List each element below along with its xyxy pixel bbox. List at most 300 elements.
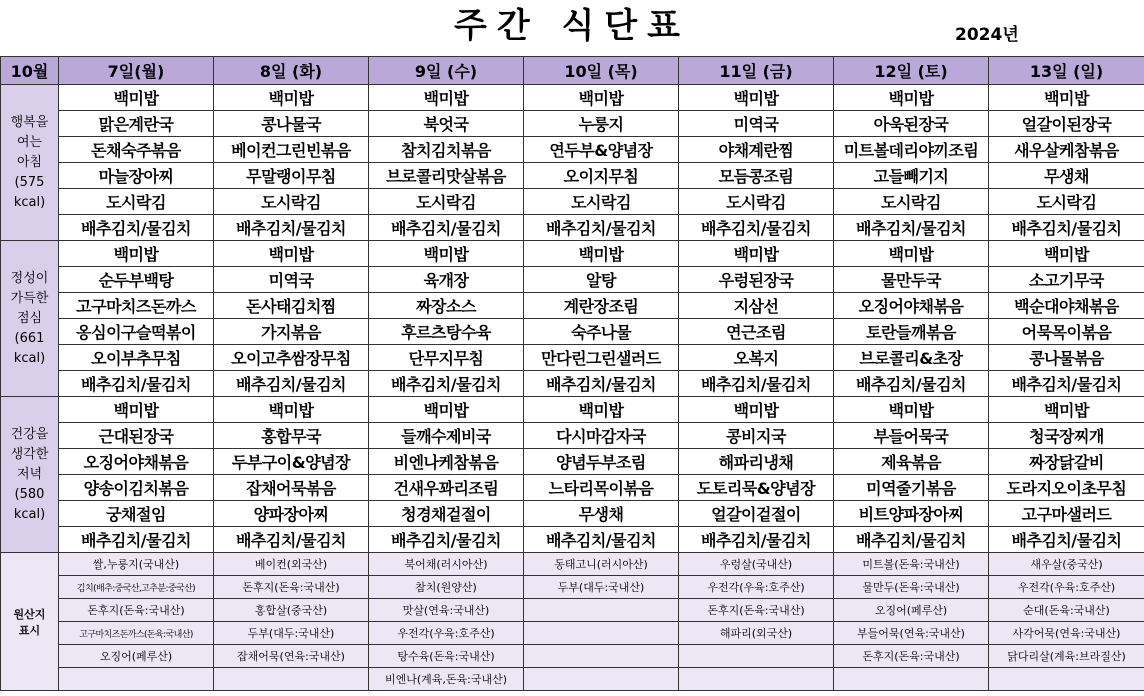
- meal-label-line: (661: [14, 330, 45, 346]
- origin-label: [1, 553, 59, 691]
- dish-cell: [679, 215, 834, 241]
- lunch-label: [1, 241, 59, 397]
- dish-cell: [989, 215, 1144, 241]
- lunch-row: [1, 241, 1144, 267]
- origin-cell: 잡채어묵(연육:국내산): [214, 645, 369, 668]
- origin-row: [1, 622, 1144, 645]
- dish-cell: [679, 527, 834, 553]
- dish-name: 도시락김: [726, 193, 786, 212]
- dish-cell: [989, 241, 1144, 267]
- dish-name: 백미밥: [423, 245, 469, 264]
- dish-name: 비엔나케참볶음: [393, 453, 499, 472]
- origin-label-line: 원산지: [13, 607, 46, 621]
- dish-cell: [369, 293, 524, 319]
- dish-cell: [679, 111, 834, 137]
- dish-cell: [524, 527, 679, 553]
- dish-name: 백미밥: [268, 89, 314, 108]
- dish-name: 백순대야채볶음: [1014, 297, 1119, 316]
- dish-name: 비트양파장아찌: [858, 505, 964, 524]
- dish-cell: [59, 527, 214, 553]
- dish-cell: [679, 475, 834, 501]
- dish-name: 양념두부조림: [556, 453, 646, 472]
- meal-label-line: 가득한: [10, 290, 49, 306]
- dish-name: 배추김치/물김치: [855, 219, 967, 238]
- dish-cell: [214, 371, 369, 397]
- dish-name: 오이고추쌈장무침: [231, 349, 351, 368]
- dish-cell: [369, 501, 524, 527]
- dish-name: 참치김치볶음: [401, 141, 491, 160]
- dish-name: 후르츠탕수육: [401, 323, 491, 342]
- dish-cell: [369, 423, 524, 449]
- dish-name: 건새우꽈리조림: [393, 479, 499, 498]
- dish-cell: [59, 475, 214, 501]
- breakfast-row: [1, 189, 1144, 215]
- dish-cell: [989, 189, 1144, 215]
- dish-name: 브로콜리&초장: [859, 349, 963, 368]
- dish-cell: [679, 85, 834, 111]
- dish-cell: [989, 85, 1144, 111]
- dish-cell: [214, 423, 369, 449]
- dish-name: 해파리냉채: [718, 453, 794, 472]
- dish-cell: [369, 215, 524, 241]
- dish-cell: [369, 319, 524, 345]
- dish-name: 숙주나물: [571, 323, 631, 342]
- dish-cell: [834, 371, 989, 397]
- origin-cell: 물만두(돈육:국내산): [834, 576, 989, 599]
- dish-name: 배추김치/물김치: [545, 375, 657, 394]
- dish-cell: [524, 397, 679, 423]
- dish-name: 백미밥: [113, 401, 159, 420]
- origin-cell: [679, 668, 834, 691]
- dish-cell: [59, 345, 214, 371]
- dish-name: 배추김치/물김치: [80, 219, 192, 238]
- dish-cell: [834, 527, 989, 553]
- dish-cell: [524, 319, 679, 345]
- meal-label-line: kcal): [13, 194, 46, 210]
- origin-cell: [524, 668, 679, 691]
- dish-cell: [834, 215, 989, 241]
- dish-cell: [834, 345, 989, 371]
- dish-name: 백미밥: [1044, 89, 1089, 108]
- title-bar: [0, 0, 1144, 56]
- dish-cell: [59, 501, 214, 527]
- dish-cell: [834, 293, 989, 319]
- origin-row: [1, 576, 1144, 599]
- dish-name: 백미밥: [268, 401, 314, 420]
- dish-cell: [214, 137, 369, 163]
- dish-name: 도토리묵&양념장: [696, 479, 816, 498]
- dish-cell: [214, 85, 369, 111]
- dish-name: 두부구이&양념장: [231, 453, 351, 472]
- lunch-row: [1, 345, 1144, 371]
- dish-name: 백미밥: [113, 89, 159, 108]
- dish-name: 무생채: [578, 505, 624, 524]
- dish-cell: [214, 345, 369, 371]
- origin-cell: [989, 668, 1144, 691]
- dish-name: 어묵목이볶음: [1021, 323, 1112, 342]
- dish-cell: [59, 423, 214, 449]
- dish-cell: [214, 215, 369, 241]
- origin-cell: 돈후지(돈육:국내산): [679, 599, 834, 622]
- dish-name: 오이부추무침: [91, 349, 181, 368]
- origin-cell: 우전각(우육:호주산): [989, 576, 1144, 599]
- dish-name: 배추김치/물김치: [390, 375, 502, 394]
- dish-name: 백미밥: [423, 89, 469, 108]
- dish-cell: [369, 397, 524, 423]
- dish-name: 계란장조림: [563, 297, 639, 316]
- dish-cell: [214, 163, 369, 189]
- lunch-row: [1, 371, 1144, 397]
- year-label: 2024년: [955, 25, 1019, 45]
- dish-cell: [834, 189, 989, 215]
- breakfast-row: [1, 163, 1144, 189]
- dish-cell: [679, 293, 834, 319]
- dish-name: 백미밥: [733, 245, 779, 264]
- dish-name: 우렁된장국: [718, 271, 794, 290]
- origin-cell: [59, 668, 214, 691]
- dish-name: 도라지오이초무침: [1006, 479, 1127, 498]
- dish-cell: [679, 163, 834, 189]
- dish-cell: [214, 293, 369, 319]
- dish-name: 오징어야채볶음: [858, 297, 964, 316]
- dish-name: 배추김치/물김치: [545, 219, 657, 238]
- dish-cell: [59, 163, 214, 189]
- dish-name: 북엇국: [423, 115, 469, 134]
- dish-cell: [369, 111, 524, 137]
- origin-cell: 돈후지(돈육:국내산): [59, 599, 214, 622]
- dish-name: 알탕: [586, 271, 616, 290]
- dish-cell: [679, 137, 834, 163]
- dish-name: 돈사태김치찜: [246, 297, 336, 316]
- dish-cell: [679, 319, 834, 345]
- dish-cell: [214, 267, 369, 293]
- dish-cell: [989, 345, 1144, 371]
- dish-cell: [214, 111, 369, 137]
- breakfast-row: [1, 111, 1144, 137]
- dish-name: 얼갈이겉절이: [711, 505, 801, 524]
- dish-name: 소고기무국: [1029, 271, 1104, 290]
- dish-name: 배추김치/물김치: [700, 219, 812, 238]
- origin-cell: 고구마치즈돈까스(돈육:국내산): [59, 622, 214, 645]
- dish-cell: [369, 137, 524, 163]
- day-header: 13일 (일): [989, 57, 1144, 85]
- day-header: 8일 (화): [214, 57, 369, 85]
- dish-name: 배추김치/물김치: [80, 375, 192, 394]
- dish-name: 느타리목이볶음: [548, 479, 654, 498]
- day-header: 11일 (금): [679, 57, 834, 85]
- dish-cell: [989, 423, 1144, 449]
- dish-cell: [524, 501, 679, 527]
- origin-cell: 우전각(우육:호주산): [679, 576, 834, 599]
- meal-label-line: 생각한: [10, 446, 49, 462]
- dish-cell: [679, 449, 834, 475]
- day-header: 12일 (토): [834, 57, 989, 85]
- dish-cell: [679, 371, 834, 397]
- dish-name: 도시락김: [571, 193, 631, 212]
- origin-cell: 두부(대두:국내산): [524, 576, 679, 599]
- meal-label-line: 저녁: [16, 466, 43, 482]
- dish-cell: [834, 397, 989, 423]
- origin-cell: 부들어묵(연육:국내산): [834, 622, 989, 645]
- origin-cell: 돈후지(돈육:국내산): [214, 576, 369, 599]
- dish-name: 백미밥: [733, 401, 779, 420]
- dish-name: 누룽지: [578, 115, 624, 134]
- dish-cell: [834, 449, 989, 475]
- dish-name: 백미밥: [578, 89, 624, 108]
- dish-cell: [524, 371, 679, 397]
- dish-name: 아욱된장국: [873, 115, 949, 134]
- dish-cell: [679, 241, 834, 267]
- origin-cell: [524, 599, 679, 622]
- dish-name: 도시락김: [881, 193, 941, 212]
- meal-label-line: (580: [14, 486, 45, 502]
- dish-cell: [369, 267, 524, 293]
- dish-name: 백미밥: [268, 245, 314, 264]
- dish-name: 청국장찌개: [1029, 427, 1104, 446]
- dish-name: 배추김치/물김치: [700, 375, 812, 394]
- dish-name: 짜장소스: [416, 297, 476, 316]
- origin-cell: 참치(원양산): [369, 576, 524, 599]
- origin-cell: [524, 622, 679, 645]
- dish-cell: [214, 241, 369, 267]
- dish-name: 배추김치/물김치: [235, 531, 347, 550]
- dish-name: 배추김치/물김치: [80, 531, 192, 550]
- dish-name: 단무지무침: [408, 349, 484, 368]
- dish-cell: [59, 397, 214, 423]
- day-header: 10일 (목): [524, 57, 679, 85]
- dish-cell: [369, 527, 524, 553]
- dinner-row: [1, 423, 1144, 449]
- dish-name: 미역줄기볶음: [866, 479, 956, 498]
- dish-name: 미역국: [733, 115, 779, 134]
- dish-name: 배추김치/물김치: [855, 531, 967, 550]
- dish-name: 콩비지국: [726, 427, 786, 446]
- dish-name: 무생채: [1044, 167, 1089, 186]
- dish-name: 도시락김: [416, 193, 476, 212]
- origin-cell: 돈후지(돈육:국내산): [834, 645, 989, 668]
- origin-cell: [524, 645, 679, 668]
- dish-name: 백미밥: [113, 245, 159, 264]
- dish-name: 근대된장국: [98, 427, 174, 446]
- dish-cell: [369, 371, 524, 397]
- dish-cell: [59, 371, 214, 397]
- dish-name: 청경채겉절이: [401, 505, 491, 524]
- origin-cell: [679, 645, 834, 668]
- dish-name: 백미밥: [888, 89, 934, 108]
- dish-cell: [214, 475, 369, 501]
- dish-cell: [989, 137, 1144, 163]
- dish-cell: [214, 527, 369, 553]
- dish-cell: [214, 189, 369, 215]
- dish-cell: [834, 111, 989, 137]
- dish-name: 부들어묵국: [873, 427, 949, 446]
- meal-label-line: 아침: [16, 154, 43, 170]
- origin-cell: 순대(돈육:국내산): [989, 599, 1144, 622]
- meal-label-line: 점심: [16, 310, 43, 326]
- dish-cell: [214, 501, 369, 527]
- dish-cell: [524, 215, 679, 241]
- dish-name: 고들빼기지: [873, 167, 949, 186]
- dish-name: 잡채어묵볶음: [246, 479, 336, 498]
- dish-cell: [834, 85, 989, 111]
- origin-cell: 새우살(중국산): [989, 553, 1144, 576]
- dish-name: 미역국: [268, 271, 314, 290]
- origin-cell: 동태고니(러시아산): [524, 553, 679, 576]
- origin-cell: 사각어묵(연육:국내산): [989, 622, 1144, 645]
- origin-cell: 미트볼(돈육:국내산): [834, 553, 989, 576]
- origin-row: [1, 668, 1144, 691]
- dish-name: 백미밥: [578, 245, 624, 264]
- dish-name: 양파장아찌: [253, 505, 329, 524]
- dish-cell: [369, 163, 524, 189]
- dish-name: 배추김치/물김치: [1011, 375, 1122, 394]
- meal-label-line: kcal): [13, 350, 46, 366]
- dish-cell: [214, 319, 369, 345]
- dish-name: 육개장: [423, 271, 469, 290]
- meal-label-line: 행복을: [10, 114, 49, 130]
- dish-cell: [989, 293, 1144, 319]
- dish-cell: [524, 267, 679, 293]
- dish-cell: [989, 319, 1144, 345]
- dish-cell: [369, 345, 524, 371]
- dish-cell: [59, 111, 214, 137]
- dish-name: 야채계란찜: [718, 141, 794, 160]
- origin-cell: 오징어(페루산): [59, 645, 214, 668]
- origin-cell: 비엔나(계육,돈육:국내산): [369, 668, 524, 691]
- origin-row: [1, 645, 1144, 668]
- dish-name: 오복지: [733, 349, 779, 368]
- dish-name: 미트볼데리야끼조림: [843, 141, 979, 160]
- dish-cell: [989, 267, 1144, 293]
- origin-cell: [834, 668, 989, 691]
- origin-cell: 김치(배추:중국산,고추분:중국산): [59, 576, 214, 599]
- dish-cell: [834, 163, 989, 189]
- meal-label-line: 여는: [16, 134, 43, 150]
- dish-cell: [524, 345, 679, 371]
- dish-cell: [679, 501, 834, 527]
- dish-name: 백미밥: [733, 89, 779, 108]
- dish-name: 도시락김: [261, 193, 321, 212]
- origin-label-line: 표시: [18, 623, 41, 637]
- dish-cell: [214, 449, 369, 475]
- dish-name: 배추김치/물김치: [390, 531, 502, 550]
- month-header: 10월: [1, 57, 59, 85]
- dish-cell: [59, 215, 214, 241]
- origin-cell: 탕수육(돈육:국내산): [369, 645, 524, 668]
- dish-name: 옹심이구슬떡볶이: [76, 323, 196, 342]
- dish-name: 콩나물볶음: [1029, 349, 1104, 368]
- dish-name: 다시마감자국: [556, 427, 646, 446]
- dish-cell: [679, 189, 834, 215]
- dish-name: 순두부백탕: [98, 271, 174, 290]
- dinner-row: [1, 501, 1144, 527]
- origin-cell: 닭다리살(계육:브라질산): [989, 645, 1144, 668]
- dish-name: 배추김치/물김치: [1011, 219, 1122, 238]
- dish-cell: [989, 449, 1144, 475]
- dish-cell: [524, 241, 679, 267]
- dish-cell: [59, 85, 214, 111]
- dish-cell: [679, 397, 834, 423]
- dish-name: 백미밥: [888, 401, 934, 420]
- origin-cell: 우전각(우육:호주산): [369, 622, 524, 645]
- dish-cell: [59, 189, 214, 215]
- dish-name: 홍합무국: [261, 427, 321, 446]
- dish-name: 오이지무침: [563, 167, 639, 186]
- dish-cell: [989, 371, 1144, 397]
- dish-cell: [59, 319, 214, 345]
- dish-name: 토란들깨볶음: [866, 323, 956, 342]
- dish-cell: [524, 449, 679, 475]
- origin-cell: 홍합살(중국산): [214, 599, 369, 622]
- page-title: 주간 식단표: [453, 6, 691, 46]
- dish-name: 얼갈이된장국: [1021, 115, 1112, 134]
- dish-name: 백미밥: [423, 401, 469, 420]
- day-header: 7일(월): [59, 57, 214, 85]
- dish-cell: [989, 475, 1144, 501]
- dish-name: 배추김치/물김치: [855, 375, 967, 394]
- dish-name: 브로콜리맛살볶음: [386, 167, 506, 186]
- dish-cell: [369, 241, 524, 267]
- dish-name: 연두부&양념장: [549, 141, 653, 160]
- dish-cell: [989, 163, 1144, 189]
- dish-cell: [524, 475, 679, 501]
- dish-cell: [369, 189, 524, 215]
- origin-cell: 우렁살(국내산): [679, 553, 834, 576]
- dish-cell: [214, 397, 369, 423]
- dish-name: 배추김치/물김치: [1011, 531, 1122, 550]
- dish-cell: [59, 449, 214, 475]
- dish-cell: [679, 345, 834, 371]
- dish-name: 들깨수제비국: [401, 427, 491, 446]
- dinner-row: [1, 475, 1144, 501]
- breakfast-row: [1, 215, 1144, 241]
- origin-row: [1, 553, 1144, 576]
- dish-cell: [524, 85, 679, 111]
- dish-cell: [989, 501, 1144, 527]
- dish-cell: [369, 85, 524, 111]
- dish-name: 가지볶음: [261, 323, 321, 342]
- origin-cell: 맛살(연육:국내산): [369, 599, 524, 622]
- dish-cell: [834, 423, 989, 449]
- meal-label-line: kcal): [13, 506, 46, 522]
- breakfast-row: [1, 137, 1144, 163]
- dish-cell: [989, 111, 1144, 137]
- dish-name: 도시락김: [1036, 193, 1097, 212]
- dish-cell: [524, 293, 679, 319]
- meal-label-line: (575: [14, 174, 45, 190]
- dinner-row: [1, 449, 1144, 475]
- dish-cell: [679, 423, 834, 449]
- dish-cell: [989, 397, 1144, 423]
- meal-label-line: 건강을: [10, 426, 49, 442]
- dish-name: 짜장닭갈비: [1029, 453, 1104, 472]
- header-row: [1, 57, 1144, 85]
- lunch-row: [1, 293, 1144, 319]
- breakfast-row: [1, 85, 1144, 111]
- dish-name: 백미밥: [1044, 245, 1089, 264]
- dish-cell: [524, 137, 679, 163]
- dish-name: 배추김치/물김치: [545, 531, 657, 550]
- dinner-row: [1, 527, 1144, 553]
- origin-cell: [214, 668, 369, 691]
- origin-row: [1, 599, 1144, 622]
- dish-name: 새우살케참볶음: [1014, 141, 1119, 160]
- dish-cell: [524, 423, 679, 449]
- meal-label-line: 정성이: [10, 270, 49, 286]
- dish-cell: [59, 293, 214, 319]
- dish-cell: [834, 137, 989, 163]
- dish-cell: [59, 267, 214, 293]
